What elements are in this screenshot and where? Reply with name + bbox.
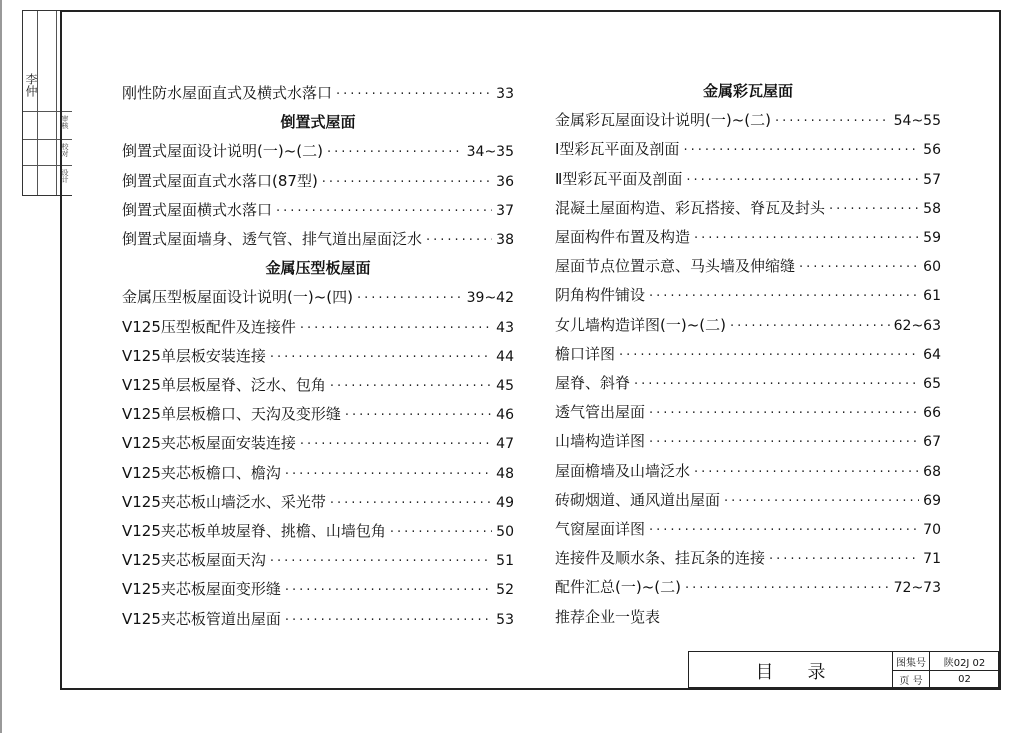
toc-entry-title: 阴角构件铺设 [555,286,646,305]
toc-entry[interactable] [555,168,941,190]
toc-entry[interactable] [555,226,941,248]
title-block [688,651,999,688]
toc-entry[interactable] [555,255,941,277]
leader-dots [300,437,492,452]
leader-dots [683,143,919,158]
toc-entry-title: V125夹芯板檐口、檐沟 [122,463,281,482]
leader-dots [829,202,919,217]
leader-dots [300,321,492,336]
toc-entry[interactable] [555,401,941,423]
toc-entry[interactable] [122,286,514,308]
toc-entry-title: 屋面檐墙及山墙泛水 [555,461,691,480]
toc-entry[interactable] [122,228,514,250]
toc-entry-page: 62~63 [893,317,941,334]
leader-dots [649,406,919,421]
toc-entry-page: 37 [496,202,514,219]
leader-dots [390,525,492,540]
leader-dots [769,552,919,567]
toc-entry-page: 70 [923,522,941,538]
leader-dots [694,231,919,246]
leader-dots [730,319,890,334]
toc-entry-page: 58 [923,200,941,217]
leader-dots [276,204,492,219]
toc-entry[interactable] [122,403,514,425]
toc-entry[interactable] [122,520,514,542]
toc-entry-title: V125夹芯板管道出屋面 [122,609,281,628]
toc-entry-title: V125夹芯板山墙泛水、采光带 [122,492,326,511]
toc-entry-title: V125夹芯板单坡屋脊、挑檐、山墙包角 [122,522,386,540]
toc-entry-page: 33 [496,86,514,102]
leader-dots [649,523,919,538]
toc-entry[interactable] [122,608,514,630]
toc-entry-page: 49 [496,494,514,511]
toc-entry-title: 砖砌烟道、通风道出屋面 [555,490,721,509]
toc-entry-title: 混凝土屋面构造、彩瓦搭接、脊瓦及封头 [555,198,826,217]
toc-entry-page: 44 [496,348,514,365]
toc-entry-page: 72~73 [893,580,941,597]
toc-entry-page: 71 [923,551,941,568]
leader-dots [426,233,492,248]
leader-dots [694,465,919,480]
leader-dots [322,175,492,190]
page-label: 页 号 [893,670,930,688]
toc-entry[interactable] [555,547,941,569]
toc-entry[interactable] [555,576,941,598]
toc-entry[interactable] [555,606,941,628]
toc-entry-title: 透气管出屋面 [555,403,646,422]
toc-entry-title: 倒置式屋面墙身、透气管、排气道出屋面泛水 [122,230,423,248]
leader-dots [685,581,890,596]
toc-entry-page: 59 [923,230,941,246]
toc-entry-page: 47 [496,436,514,453]
toc-entry-page: 57 [923,171,941,188]
toc-entry[interactable] [555,314,941,336]
leader-dots [775,114,890,129]
toc-entry[interactable] [555,138,941,160]
toc-entry-page: 36 [496,173,514,190]
toc-entry-title: 气窗屋面详图 [555,520,646,538]
toc-entry[interactable] [555,197,941,219]
toc-entry-page: 65 [923,376,941,392]
leader-dots [799,260,919,275]
toc-entry[interactable] [555,460,941,482]
toc-entry[interactable] [122,345,514,367]
toc-entry[interactable] [122,140,514,162]
toc-entry-title: V125夹芯板屋面天沟 [122,551,266,570]
toc-entry-page: 51 [496,553,514,570]
leader-dots [285,467,492,482]
leader-dots [634,377,919,392]
section-heading: 金属彩瓦屋面 [702,82,793,100]
page-edge [0,0,2,733]
title-block-info [892,652,999,689]
toc-entry-page: 52 [496,582,514,599]
leader-dots [285,583,492,598]
toc-entry-title: V125单层板檐口、天沟及变形缝 [122,405,341,424]
toc-entry-title: 檐口详图 [555,344,616,363]
leader-dots [357,291,463,306]
toc-entry-title: 倒置式屋面横式水落口 [122,200,273,219]
leader-dots [270,554,492,569]
toc-entry[interactable] [555,284,941,306]
toc-entry[interactable] [122,374,514,396]
leader-dots [345,408,492,423]
toc-entry-title: V125压型板配件及连接件 [122,317,296,336]
toc-entry-title: 推荐企业一览表 [555,607,661,626]
binding-label-design: 设计 [61,169,69,183]
binding-label-check: 校对 [61,143,69,157]
toc-entry-title: 山墙构造详图 [555,432,646,451]
toc-entry-page: 54~55 [893,113,941,130]
toc-entry[interactable] [122,462,514,484]
toc-entry-title: 屋脊、斜脊 [555,374,631,392]
toc-entry-page: 67 [923,434,941,451]
leader-dots [619,348,919,363]
toc-entry-page: 64 [923,346,941,363]
leader-dots [686,173,919,188]
toc-entry-page: 34~35 [466,144,514,161]
toc-entry-title: 屋面节点位置示意、马头墙及伸缩缝 [555,257,796,276]
toc-entry-title: 连接件及顺水条、挂瓦条的连接 [555,549,766,568]
toc-entry-page: 56 [923,142,941,159]
toc-entry-title: V125夹芯板屋面安装连接 [122,434,296,453]
leader-dots [336,87,492,102]
toc-entry[interactable] [122,491,514,513]
page-row [893,670,999,688]
leader-dots [330,496,492,511]
toc-entry-title: 倒置式屋面设计说明(一)~(二) [122,142,323,161]
toc-entry-page: 61 [923,288,941,305]
toc-entry-page: 69 [923,492,941,509]
section-heading: 金属压型板屋面 [265,259,371,278]
toc-entry-title: V125单层板安装连接 [122,346,266,365]
toc-entry-title: Ⅱ型彩瓦平面及剖面 [555,169,683,188]
atlas-value: 陕02J 02 [943,657,986,669]
toc-entry-page: 66 [923,405,941,422]
toc-entry[interactable] [555,372,941,394]
toc-entry-title: 金属压型板屋面设计说明(一)~(四) [122,288,353,307]
leader-dots [327,145,463,160]
toc-entry[interactable] [122,82,514,104]
leader-dots [649,289,919,304]
toc-entry-page: 39~42 [466,290,514,307]
leader-dots [649,435,919,450]
toc-entry-page: 45 [496,378,514,394]
toc-entry-page: 68 [923,463,941,480]
toc-entry-page: 46 [496,407,514,424]
toc-entry-page: 43 [496,319,514,336]
toc-entry-page: 53 [496,611,514,628]
toc-entry-title: 配件汇总(一)~(二) [555,578,681,597]
section-heading: 倒置式屋面 [280,113,356,132]
toc-entry-title: 金属彩瓦屋面设计说明(一)~(二) [555,111,771,130]
toc-entry-title: 刚性防水屋面直式及横式水落口 [122,84,333,102]
toc-entry[interactable] [122,199,514,221]
toc-entry-page: 48 [496,465,514,482]
atlas-label: 图集号 [893,652,930,670]
toc-entry[interactable] [122,316,514,338]
leader-dots [724,494,919,509]
leader-dots [330,379,492,394]
toc-entry[interactable] [122,432,514,454]
toc-entry[interactable] [555,489,941,511]
title-block-title: 目录 [755,661,860,683]
toc-entry-title: 女儿墙构造详图(一)~(二) [555,315,726,334]
toc-entry[interactable] [122,549,514,571]
toc-entry[interactable] [555,518,941,540]
toc-entry[interactable] [555,430,941,452]
toc-entry-title: 屋面构件布置及构造 [555,228,691,246]
signature: 李仲 [24,73,38,97]
toc-entry[interactable] [122,170,514,192]
leader-dots [270,350,492,365]
toc-entry[interactable] [555,109,941,131]
leader-dots [285,613,492,628]
toc-entry-page: 60 [923,259,941,276]
toc-entry-title: V125夹芯板屋面变形缝 [122,580,281,599]
toc-entry[interactable] [122,578,514,600]
toc-entry[interactable] [555,343,941,365]
toc-entry-title: 倒置式屋面直式水落口(87型) [122,171,318,190]
toc-entry-page: 38 [496,232,514,248]
toc-entry-page: 50 [496,524,514,540]
binding-label-review: 审核 [61,115,69,129]
page-value: 02 [958,673,971,685]
toc-entry-title: V125单层板屋脊、泛水、包角 [122,376,326,394]
atlas-row [893,652,999,671]
toc-entry-title: Ⅰ型彩瓦平面及剖面 [555,140,680,159]
